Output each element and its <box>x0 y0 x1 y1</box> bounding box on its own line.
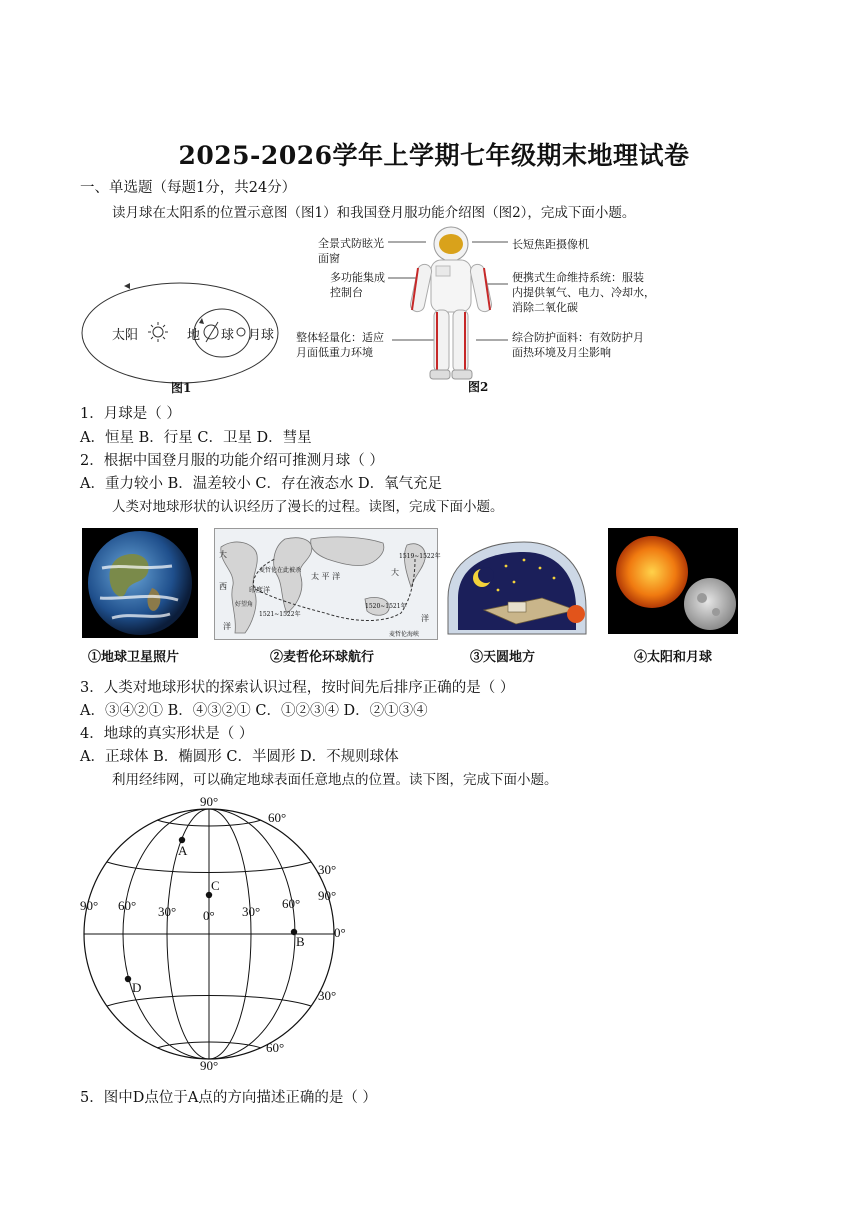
label-fabric-line2: 面热环境及月尘影响 <box>512 346 611 359</box>
caption-earth-photo: ①地球卫星照片 <box>88 650 180 665</box>
map-label-indian: 印度洋 <box>249 586 270 594</box>
caption-sky-dome: ③天圆地方 <box>470 650 536 665</box>
label-s60: 60° <box>266 1040 285 1055</box>
magellan-map-graphic <box>215 529 437 639</box>
magellan-route-map <box>214 528 441 640</box>
question-1-options: A．恒星 B．行星 C．卫星 D．彗星 <box>80 430 312 446</box>
earth-satellite-photo <box>82 528 198 638</box>
sun-moon-photo <box>608 528 738 634</box>
figure-2 <box>296 222 658 398</box>
label-w30: 30° <box>158 904 177 919</box>
label-right-90: 90° <box>318 888 337 903</box>
moon-label: 月球 <box>248 328 275 343</box>
sky-dome-illustration <box>444 538 592 640</box>
label-lightweight-line1: 整体轻量化：适应 <box>296 331 384 344</box>
point-b-label: B <box>296 934 305 949</box>
map-route-1: 1519~1522年 <box>399 553 441 560</box>
label-life-support-line3: 消除二氧化碳 <box>512 301 578 314</box>
label-console-line2: 控制台 <box>330 286 363 299</box>
label-n30: 30° <box>318 862 337 877</box>
label-visor-line2: 面窗 <box>318 252 340 265</box>
intro-text-1: 读月球在太阳系的位置示意图（图1）和我国登月服功能介绍图（图2），完成下面小题。 <box>112 205 636 221</box>
question-2: 2．根据中国登月服的功能介绍可推测月球（ ） <box>80 453 384 469</box>
map-route-3: 1521~1522年 <box>259 611 301 618</box>
map-label-da-2: 大 <box>391 568 399 577</box>
label-fabric-line1: 综合防护面料：有效防护月 <box>512 331 644 344</box>
sun-label: 太阳 <box>112 328 139 343</box>
caption-sun-moon: ④太阳和月球 <box>634 650 713 665</box>
label-camera: 长短焦距摄像机 <box>512 238 589 251</box>
map-label-xi: 西 <box>219 582 227 591</box>
earth-photo-graphic <box>82 528 198 638</box>
map-route-2: 1520~1521年 <box>365 603 407 610</box>
label-left-90: 90° <box>80 898 99 913</box>
map-label-da: 大 <box>219 550 227 559</box>
question-3: 3．人类对地球形状的探索认识过程，按时间先后排序正确的是（ ） <box>80 680 515 696</box>
question-4-options: A．正球体 B．椭圆形 C．半圆形 D．不规则球体 <box>80 749 399 765</box>
earth-label-qiu: 球 <box>221 328 235 343</box>
label-lightweight-line2: 月面低重力环境 <box>296 346 373 359</box>
graticule-globe <box>70 792 360 1082</box>
point-c-label: C <box>211 878 220 893</box>
map-label-yang-2: 洋 <box>421 614 429 623</box>
label-w60: 60° <box>118 898 137 913</box>
label-e60: 60° <box>282 896 301 911</box>
label-equator-0: 0° <box>334 925 346 940</box>
question-3-options: A．③④②① B．④③②① C．①②③④ D．②①③④ <box>80 703 428 719</box>
figure-2-caption: 图2 <box>468 380 489 394</box>
map-label-pacific: 太 平 洋 <box>311 572 341 581</box>
point-d-label: D <box>132 980 142 995</box>
point-a-label: A <box>178 843 188 858</box>
label-n60: 60° <box>268 810 287 825</box>
map-callout-3: 麦哲伦海峡 <box>389 631 420 638</box>
sky-dome-graphic <box>444 538 592 640</box>
label-center-0: 0° <box>203 908 215 923</box>
label-e30: 30° <box>242 904 261 919</box>
label-console-line1: 多功能集成 <box>330 271 385 284</box>
map-label-yang: 洋 <box>223 622 231 631</box>
label-visor-line1: 全景式防眩光 <box>318 237 384 250</box>
spacesuit-illustration <box>296 222 658 398</box>
label-top-90: 90° <box>200 794 219 809</box>
map-callout-2: 好望角 <box>235 601 254 608</box>
label-s30: 30° <box>318 988 337 1003</box>
intro-text-3: 利用经纬网，可以确定地球表面任意地点的位置。读下图，完成下面小题。 <box>112 772 558 788</box>
question-1: 1．月球是（ ） <box>80 406 181 422</box>
graticule-lines <box>70 792 360 1082</box>
intro-text-2: 人类对地球形状的认识经历了漫长的过程。读图，完成下面小题。 <box>112 499 504 515</box>
label-life-support-line1: 便携式生命维持系统：服装 <box>512 271 644 284</box>
label-life-support-line2: 内提供氧气、电力、冷却水， <box>512 286 655 299</box>
caption-magellan: ②麦哲伦环球航行 <box>270 650 375 665</box>
question-2-options: A．重力较小 B．温差较小 C．存在液态水 D．氧气充足 <box>80 476 443 492</box>
page-title: 2025-2026学年上学期七年级期末地理试卷 <box>178 141 690 170</box>
question-5: 5．图中D点位于A点的方向描述正确的是（ ） <box>80 1090 377 1106</box>
map-callout-1: 麦哲伦在此被杀 <box>259 567 302 574</box>
figure-1 <box>78 276 288 396</box>
earth-label-di: 地 <box>187 328 201 343</box>
figure-1-caption: 图1 <box>171 381 192 395</box>
section-heading: 一、单选题（每题1分，共24分） <box>80 180 297 196</box>
question-4: 4．地球的真实形状是（ ） <box>80 726 254 742</box>
label-bottom-90: 90° <box>200 1058 219 1073</box>
sun-moon-graphic <box>608 528 738 634</box>
